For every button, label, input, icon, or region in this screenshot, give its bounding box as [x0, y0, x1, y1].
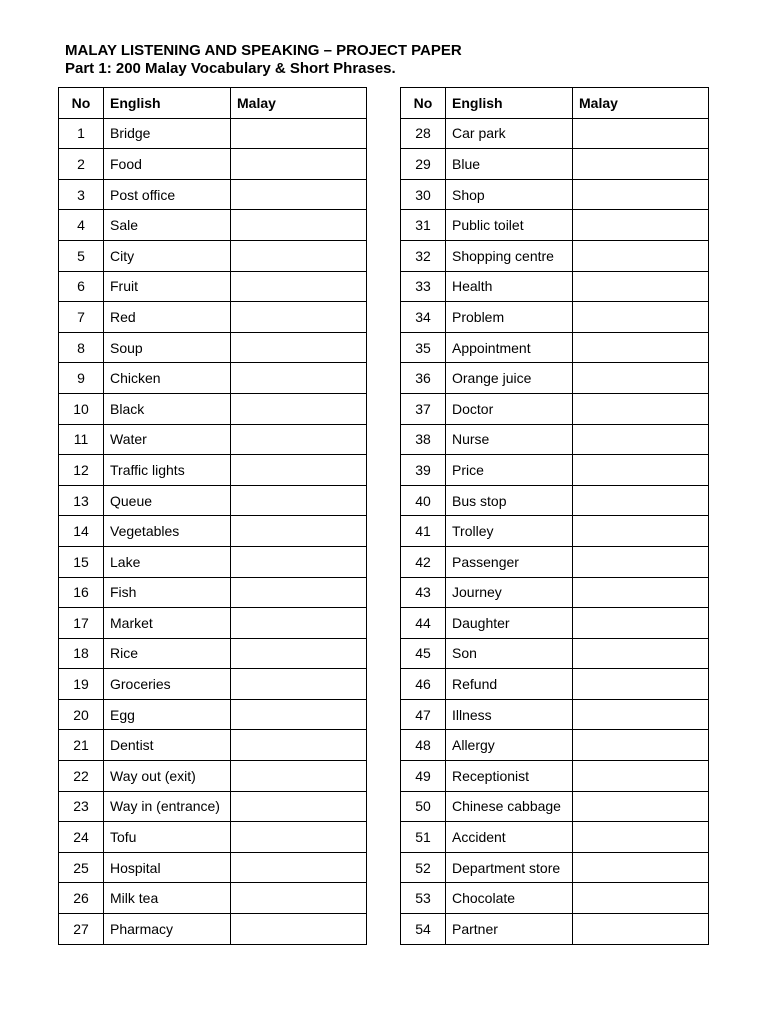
english-cell: Illness — [446, 699, 573, 730]
english-cell: Shopping centre — [446, 240, 573, 271]
english-cell: Refund — [446, 669, 573, 700]
english-cell: Shop — [446, 179, 573, 210]
table-row — [401, 118, 709, 149]
english-cell: Blue — [446, 149, 573, 180]
english-cell: Dentist — [104, 730, 231, 761]
row-number: 42 — [401, 546, 446, 577]
row-number: 7 — [59, 302, 104, 333]
row-number: 15 — [59, 546, 104, 577]
row-number: 19 — [59, 669, 104, 700]
english-cell: Post office — [104, 179, 231, 210]
table-row — [59, 271, 367, 302]
row-number: 48 — [401, 730, 446, 761]
table-row — [401, 485, 709, 516]
table-header-row — [401, 88, 709, 119]
header-malay: Malay — [573, 88, 709, 119]
table-row — [401, 883, 709, 914]
header-no: No — [401, 88, 446, 119]
malay-answer-cell[interactable] — [231, 271, 367, 302]
row-number: 28 — [401, 118, 446, 149]
english-cell: Traffic lights — [104, 455, 231, 486]
row-number: 11 — [59, 424, 104, 455]
row-number: 5 — [59, 240, 104, 271]
english-cell: Food — [104, 149, 231, 180]
row-number: 34 — [401, 302, 446, 333]
malay-answer-cell[interactable] — [573, 546, 709, 577]
table-row — [401, 210, 709, 241]
row-number: 23 — [59, 791, 104, 822]
malay-answer-cell[interactable] — [231, 669, 367, 700]
row-number: 9 — [59, 363, 104, 394]
table-row — [59, 485, 367, 516]
table-row — [59, 730, 367, 761]
row-number: 22 — [59, 761, 104, 792]
table-row — [59, 546, 367, 577]
row-number: 50 — [401, 791, 446, 822]
table-row — [59, 302, 367, 333]
malay-answer-cell[interactable] — [573, 608, 709, 639]
malay-answer-cell[interactable] — [573, 424, 709, 455]
table-header-row — [59, 88, 367, 119]
row-number: 40 — [401, 485, 446, 516]
english-cell: Vegetables — [104, 516, 231, 547]
table-row — [59, 332, 367, 363]
table-row — [59, 638, 367, 669]
malay-answer-cell[interactable] — [231, 363, 367, 394]
row-number: 24 — [59, 822, 104, 853]
table-row — [401, 608, 709, 639]
english-cell: Public toilet — [446, 210, 573, 241]
table-row — [401, 149, 709, 180]
table-row — [59, 577, 367, 608]
malay-answer-cell[interactable] — [231, 546, 367, 577]
row-number: 32 — [401, 240, 446, 271]
table-row — [59, 852, 367, 883]
row-number: 45 — [401, 638, 446, 669]
header-malay: Malay — [231, 88, 367, 119]
malay-answer-cell[interactable] — [573, 577, 709, 608]
malay-answer-cell[interactable] — [231, 791, 367, 822]
table-row — [59, 914, 367, 945]
table-row — [401, 179, 709, 210]
table-row — [401, 393, 709, 424]
english-cell: Black — [104, 393, 231, 424]
table-row — [59, 761, 367, 792]
malay-answer-cell[interactable] — [573, 210, 709, 241]
english-cell: Chocolate — [446, 883, 573, 914]
table-row — [401, 240, 709, 271]
table-row — [401, 822, 709, 853]
table-row — [401, 332, 709, 363]
malay-answer-cell[interactable] — [231, 822, 367, 853]
english-cell: Partner — [446, 914, 573, 945]
table-row — [59, 516, 367, 547]
english-cell: Allergy — [446, 730, 573, 761]
table-row — [59, 455, 367, 486]
malay-answer-cell[interactable] — [231, 699, 367, 730]
row-number: 26 — [59, 883, 104, 914]
document-title: MALAY LISTENING AND SPEAKING – PROJECT PAPER — [65, 42, 462, 59]
row-number: 1 — [59, 118, 104, 149]
english-cell: Trolley — [446, 516, 573, 547]
row-number: 18 — [59, 638, 104, 669]
malay-answer-cell[interactable] — [231, 883, 367, 914]
english-cell: Way in (entrance) — [104, 791, 231, 822]
row-number: 17 — [59, 608, 104, 639]
english-cell: Bridge — [104, 118, 231, 149]
english-cell: Bus stop — [446, 485, 573, 516]
row-number: 30 — [401, 179, 446, 210]
english-cell: Soup — [104, 332, 231, 363]
table-row — [401, 424, 709, 455]
table-row — [59, 424, 367, 455]
malay-answer-cell[interactable] — [573, 393, 709, 424]
english-cell: Tofu — [104, 822, 231, 853]
header-english: English — [446, 88, 573, 119]
table-row — [401, 271, 709, 302]
row-number: 16 — [59, 577, 104, 608]
malay-answer-cell[interactable] — [231, 393, 367, 424]
malay-answer-cell[interactable] — [573, 852, 709, 883]
malay-answer-cell[interactable] — [573, 271, 709, 302]
malay-answer-cell[interactable] — [231, 638, 367, 669]
row-number: 13 — [59, 485, 104, 516]
row-number: 52 — [401, 852, 446, 883]
english-cell: Way out (exit) — [104, 761, 231, 792]
table-row — [401, 699, 709, 730]
table-row — [401, 302, 709, 333]
row-number: 38 — [401, 424, 446, 455]
row-number: 3 — [59, 179, 104, 210]
row-number: 47 — [401, 699, 446, 730]
table-row — [59, 179, 367, 210]
table-row — [59, 393, 367, 424]
malay-answer-cell[interactable] — [573, 516, 709, 547]
table-row — [401, 546, 709, 577]
english-cell: Daughter — [446, 608, 573, 639]
english-cell: Accident — [446, 822, 573, 853]
row-number: 51 — [401, 822, 446, 853]
malay-answer-cell[interactable] — [573, 149, 709, 180]
row-number: 4 — [59, 210, 104, 241]
english-cell: Groceries — [104, 669, 231, 700]
english-cell: Lake — [104, 546, 231, 577]
malay-answer-cell[interactable] — [231, 179, 367, 210]
malay-answer-cell[interactable] — [573, 118, 709, 149]
english-cell: Journey — [446, 577, 573, 608]
english-cell: Queue — [104, 485, 231, 516]
malay-answer-cell[interactable] — [231, 455, 367, 486]
english-cell: Health — [446, 271, 573, 302]
malay-answer-cell[interactable] — [573, 363, 709, 394]
table-row — [59, 149, 367, 180]
english-cell: Sale — [104, 210, 231, 241]
malay-answer-cell[interactable] — [573, 332, 709, 363]
english-cell: Doctor — [446, 393, 573, 424]
table-row — [401, 852, 709, 883]
row-number: 27 — [59, 914, 104, 945]
header-no: No — [59, 88, 104, 119]
malay-answer-cell[interactable] — [573, 485, 709, 516]
malay-answer-cell[interactable] — [231, 118, 367, 149]
row-number: 53 — [401, 883, 446, 914]
table-row — [59, 608, 367, 639]
row-number: 25 — [59, 852, 104, 883]
table-row — [59, 118, 367, 149]
malay-answer-cell[interactable] — [573, 761, 709, 792]
malay-answer-cell[interactable] — [231, 240, 367, 271]
english-cell: Red — [104, 302, 231, 333]
malay-answer-cell[interactable] — [231, 761, 367, 792]
vocab-table-right — [400, 87, 709, 945]
row-number: 37 — [401, 393, 446, 424]
row-number: 43 — [401, 577, 446, 608]
row-number: 8 — [59, 332, 104, 363]
table-row — [59, 699, 367, 730]
table-row — [401, 455, 709, 486]
row-number: 10 — [59, 393, 104, 424]
row-number: 2 — [59, 149, 104, 180]
english-cell: Chinese cabbage — [446, 791, 573, 822]
table-row — [59, 210, 367, 241]
row-number: 14 — [59, 516, 104, 547]
malay-answer-cell[interactable] — [231, 608, 367, 639]
row-number: 49 — [401, 761, 446, 792]
english-cell: Market — [104, 608, 231, 639]
row-number: 54 — [401, 914, 446, 945]
table-row — [401, 577, 709, 608]
malay-answer-cell[interactable] — [573, 179, 709, 210]
malay-answer-cell[interactable] — [573, 240, 709, 271]
row-number: 36 — [401, 363, 446, 394]
english-cell: City — [104, 240, 231, 271]
row-number: 6 — [59, 271, 104, 302]
english-cell: Problem — [446, 302, 573, 333]
malay-answer-cell[interactable] — [231, 730, 367, 761]
malay-answer-cell[interactable] — [231, 332, 367, 363]
english-cell: Nurse — [446, 424, 573, 455]
english-cell: Passenger — [446, 546, 573, 577]
row-number: 12 — [59, 455, 104, 486]
table-row — [59, 791, 367, 822]
english-cell: Receptionist — [446, 761, 573, 792]
english-cell: Chicken — [104, 363, 231, 394]
malay-answer-cell[interactable] — [231, 516, 367, 547]
row-number: 20 — [59, 699, 104, 730]
english-cell: Price — [446, 455, 573, 486]
row-number: 31 — [401, 210, 446, 241]
english-cell: Milk tea — [104, 883, 231, 914]
english-cell: Department store — [446, 852, 573, 883]
vocab-table-left — [58, 87, 367, 945]
table-row — [59, 363, 367, 394]
table-row — [401, 914, 709, 945]
malay-answer-cell[interactable] — [231, 302, 367, 333]
english-cell: Appointment — [446, 332, 573, 363]
english-cell: Son — [446, 638, 573, 669]
row-number: 41 — [401, 516, 446, 547]
table-row — [401, 669, 709, 700]
english-cell: Orange juice — [446, 363, 573, 394]
table-row — [401, 363, 709, 394]
malay-answer-cell[interactable] — [231, 577, 367, 608]
malay-answer-cell[interactable] — [573, 730, 709, 761]
malay-answer-cell[interactable] — [231, 149, 367, 180]
malay-answer-cell[interactable] — [573, 822, 709, 853]
english-cell: Pharmacy — [104, 914, 231, 945]
row-number: 33 — [401, 271, 446, 302]
table-row — [401, 638, 709, 669]
english-cell: Rice — [104, 638, 231, 669]
header-english: English — [104, 88, 231, 119]
malay-answer-cell[interactable] — [573, 638, 709, 669]
malay-answer-cell[interactable] — [231, 852, 367, 883]
row-number: 46 — [401, 669, 446, 700]
malay-answer-cell[interactable] — [231, 914, 367, 945]
table-row — [401, 761, 709, 792]
row-number: 44 — [401, 608, 446, 639]
row-number: 21 — [59, 730, 104, 761]
document-header — [65, 42, 462, 78]
row-number: 29 — [401, 149, 446, 180]
english-cell: Egg — [104, 699, 231, 730]
table-row — [401, 730, 709, 761]
row-number: 39 — [401, 455, 446, 486]
malay-answer-cell[interactable] — [231, 485, 367, 516]
malay-answer-cell[interactable] — [573, 669, 709, 700]
malay-answer-cell[interactable] — [573, 791, 709, 822]
english-cell: Fruit — [104, 271, 231, 302]
malay-answer-cell[interactable] — [231, 210, 367, 241]
english-cell: Hospital — [104, 852, 231, 883]
english-cell: Fish — [104, 577, 231, 608]
table-row — [59, 669, 367, 700]
english-cell: Water — [104, 424, 231, 455]
english-cell: Car park — [446, 118, 573, 149]
malay-answer-cell[interactable] — [573, 699, 709, 730]
malay-answer-cell[interactable] — [231, 424, 367, 455]
malay-answer-cell[interactable] — [573, 914, 709, 945]
malay-answer-cell[interactable] — [573, 455, 709, 486]
table-row — [401, 791, 709, 822]
malay-answer-cell[interactable] — [573, 883, 709, 914]
table-row — [401, 516, 709, 547]
table-row — [59, 822, 367, 853]
table-row — [59, 240, 367, 271]
row-number: 35 — [401, 332, 446, 363]
table-row — [59, 883, 367, 914]
malay-answer-cell[interactable] — [573, 302, 709, 333]
document-subtitle: Part 1: 200 Malay Vocabulary & Short Phrases. — [65, 60, 396, 77]
